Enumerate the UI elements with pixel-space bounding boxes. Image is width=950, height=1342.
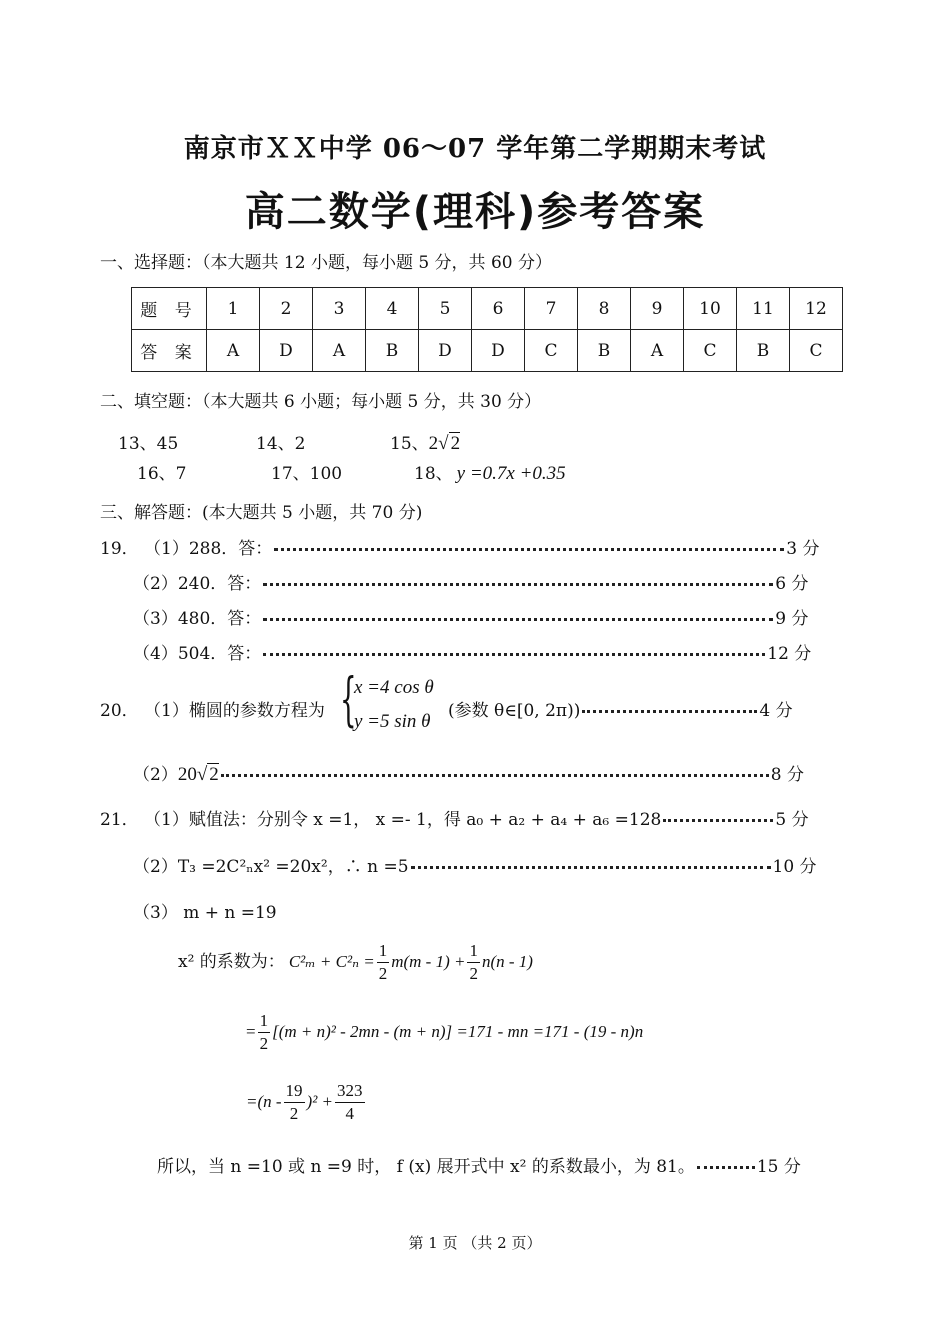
dotted-leader xyxy=(582,710,757,713)
q21-line3-b: )² + xyxy=(306,1092,334,1111)
fraction-numerator: 19 xyxy=(284,1080,305,1103)
fraction xyxy=(377,940,390,985)
fraction xyxy=(335,1080,365,1125)
dotted-leader xyxy=(697,1166,755,1169)
table-cell: 9 xyxy=(631,288,684,330)
q19-part4-text: （4）504．答： xyxy=(133,644,262,664)
brace-symbol: { xyxy=(340,665,357,733)
q21-number: 21． xyxy=(100,810,139,830)
answer-table xyxy=(131,287,843,372)
q19-part4 xyxy=(133,639,811,664)
q21-derivation-expr: [(m + n)² - 2mn - (m + n)] =171 - mn =171 - (19 - n)n xyxy=(272,1022,644,1041)
q21-part2 xyxy=(133,852,817,877)
q21-coef-expr-b: m(m - 1) + xyxy=(391,952,466,971)
fill-answer-15: 15、2√ 2 xyxy=(390,433,461,454)
table-cell: 5 xyxy=(419,288,472,330)
q20-part2-text: （2） xyxy=(133,765,178,785)
q21-final-score: 15 分 xyxy=(756,1157,801,1177)
table-cell: C xyxy=(525,330,578,372)
fraction-denominator: 2 xyxy=(259,1034,269,1053)
q21-part1-text: （1）赋值法：分别令 x =1， x =- 1，得 a₀ + a₂ + a₄ + a₆ =128 xyxy=(144,810,662,830)
q21-part2-text: （2）T₃ =2C²ₙx² =20x²，∴ n =5 xyxy=(133,857,409,877)
q20-param-range: (参数 θ∈[0, 2π)) xyxy=(448,701,581,721)
table-cell: A xyxy=(207,330,260,372)
fraction-numerator: 1 xyxy=(467,940,480,963)
q21-derivation-line3 xyxy=(246,1080,367,1125)
q19-part3-text: （3）480．答： xyxy=(133,609,262,629)
dotted-leader xyxy=(411,866,771,869)
table-cell: B xyxy=(578,330,631,372)
q20-part1-tail xyxy=(448,696,793,721)
q21-derivation-line2 xyxy=(246,1010,643,1055)
dotted-leader xyxy=(274,548,784,551)
q20-part2-rad: 2 xyxy=(209,764,219,785)
exam-title: 南京市ＸＸ中学 06～07 学年第二学期期末考试 xyxy=(183,134,767,164)
equals-sign: = xyxy=(246,1022,256,1041)
q21-part2-score: 10 分 xyxy=(772,857,817,877)
q20-part2-score: 8 分 xyxy=(770,765,804,785)
dotted-leader xyxy=(263,618,773,621)
q21-part1 xyxy=(144,805,809,830)
section1-heading: 一、选择题：（本大题共 12 小题，每小题 5 分，共 60 分） xyxy=(100,253,553,273)
table-cell: 8 xyxy=(578,288,631,330)
row-label-answer: 答 案 xyxy=(132,330,207,372)
q21-line3-a: =(n - xyxy=(246,1092,282,1111)
table-row-numbers xyxy=(132,288,843,330)
q19-part3 xyxy=(133,604,809,629)
fill-answer-18 xyxy=(414,459,566,485)
fraction-denominator: 2 xyxy=(469,964,478,983)
section2-heading: 二、填空题：（本大题共 6 小题；每小题 5 分，共 30 分） xyxy=(100,392,542,412)
dotted-leader xyxy=(221,774,769,777)
q19-part2-score: 6 分 xyxy=(775,574,809,594)
q19-part1 xyxy=(144,534,820,559)
fill-value-18: y =0.7x +0.35 xyxy=(456,463,566,484)
table-cell: B xyxy=(366,330,419,372)
fill-value-15-rad: 2 xyxy=(450,433,461,454)
q21-conclusion xyxy=(157,1152,801,1177)
q20-part1-text: （1）椭圆的参数方程为 xyxy=(144,701,325,721)
q21-conclusion-text: 所以，当 n =10 或 n =9 时， f (x) 展开式中 x² 的系数最小，为 81。 xyxy=(157,1157,695,1177)
table-cell: 3 xyxy=(313,288,366,330)
table-cell: 1 xyxy=(207,288,260,330)
q19-part2 xyxy=(133,569,809,594)
q19-part1-text: （1）288．答： xyxy=(144,539,273,559)
fill-answer-13: 13、45 xyxy=(118,434,179,454)
q20-part1-score: 4 分 xyxy=(759,701,793,721)
q19-part3-score: 9 分 xyxy=(775,609,809,629)
table-cell: 10 xyxy=(684,288,737,330)
fraction xyxy=(467,940,480,985)
table-cell: C xyxy=(790,330,843,372)
table-cell: 2 xyxy=(260,288,313,330)
dotted-leader xyxy=(263,583,773,586)
fill-answer-14: 14、2 xyxy=(256,434,306,454)
fill-label-15: 15、 xyxy=(390,434,429,454)
q19-part2-text: （2）240．答： xyxy=(133,574,262,594)
q21-part3-text: （3） m + n =19 xyxy=(133,903,277,923)
q20-part2: （2）20√ 2 8 分 xyxy=(133,764,804,785)
fraction-numerator: 1 xyxy=(258,1010,271,1033)
table-cell: A xyxy=(631,330,684,372)
q21-coef-label: x² 的系数为： xyxy=(178,952,285,972)
table-row-answers xyxy=(132,330,843,372)
dotted-leader xyxy=(263,653,765,656)
fraction-numerator: 1 xyxy=(377,940,390,963)
q20-number: 20． xyxy=(100,701,139,721)
q19-number: 19． xyxy=(100,539,139,559)
fill-label-18: 18、 xyxy=(414,464,453,484)
fill-value-15-coef: 2 xyxy=(428,433,439,454)
q20-equation-x: x =4 cos θ xyxy=(354,677,434,698)
fraction-numerator: 323 xyxy=(335,1080,365,1103)
fraction-denominator: 4 xyxy=(345,1104,355,1123)
fill-answer-17: 17、100 xyxy=(271,464,343,484)
table-cell: 11 xyxy=(737,288,790,330)
table-cell: D xyxy=(419,330,472,372)
page-footer: 第 1 页 （共 2 页） xyxy=(408,1234,542,1252)
fraction xyxy=(258,1010,271,1055)
table-cell: A xyxy=(313,330,366,372)
table-cell: C xyxy=(684,330,737,372)
dotted-leader xyxy=(663,819,773,822)
section3-heading: 三、解答题：(本大题共 5 小题，共 70 分) xyxy=(100,503,423,523)
fraction-denominator: 2 xyxy=(289,1104,299,1123)
fill-answer-16: 16、7 xyxy=(137,464,187,484)
answer-key-title: 高二数学(理科)参考答案 xyxy=(244,189,706,235)
table-cell: 7 xyxy=(525,288,578,330)
table-cell: 6 xyxy=(472,288,525,330)
q21-coef-expr-a: C²ₘ + C²ₙ = xyxy=(288,952,375,971)
table-cell: B xyxy=(737,330,790,372)
q21-part1-score: 5 分 xyxy=(775,810,809,830)
table-cell: 12 xyxy=(790,288,843,330)
q19-part4-score: 12 分 xyxy=(767,644,812,664)
table-cell: 4 xyxy=(366,288,419,330)
row-label-number: 题 号 xyxy=(132,288,207,330)
table-cell: D xyxy=(260,330,313,372)
table-cell: D xyxy=(472,330,525,372)
q21-coef-expr-c: n(n - 1) xyxy=(481,952,533,971)
q21-coef-line xyxy=(178,940,533,985)
fraction xyxy=(284,1080,305,1125)
q20-equation-y: y =5 sin θ xyxy=(354,711,431,732)
q19-part1-score: 3 分 xyxy=(786,539,820,559)
q20-part2-coef: 20 xyxy=(177,764,197,785)
fraction-denominator: 2 xyxy=(378,964,388,983)
